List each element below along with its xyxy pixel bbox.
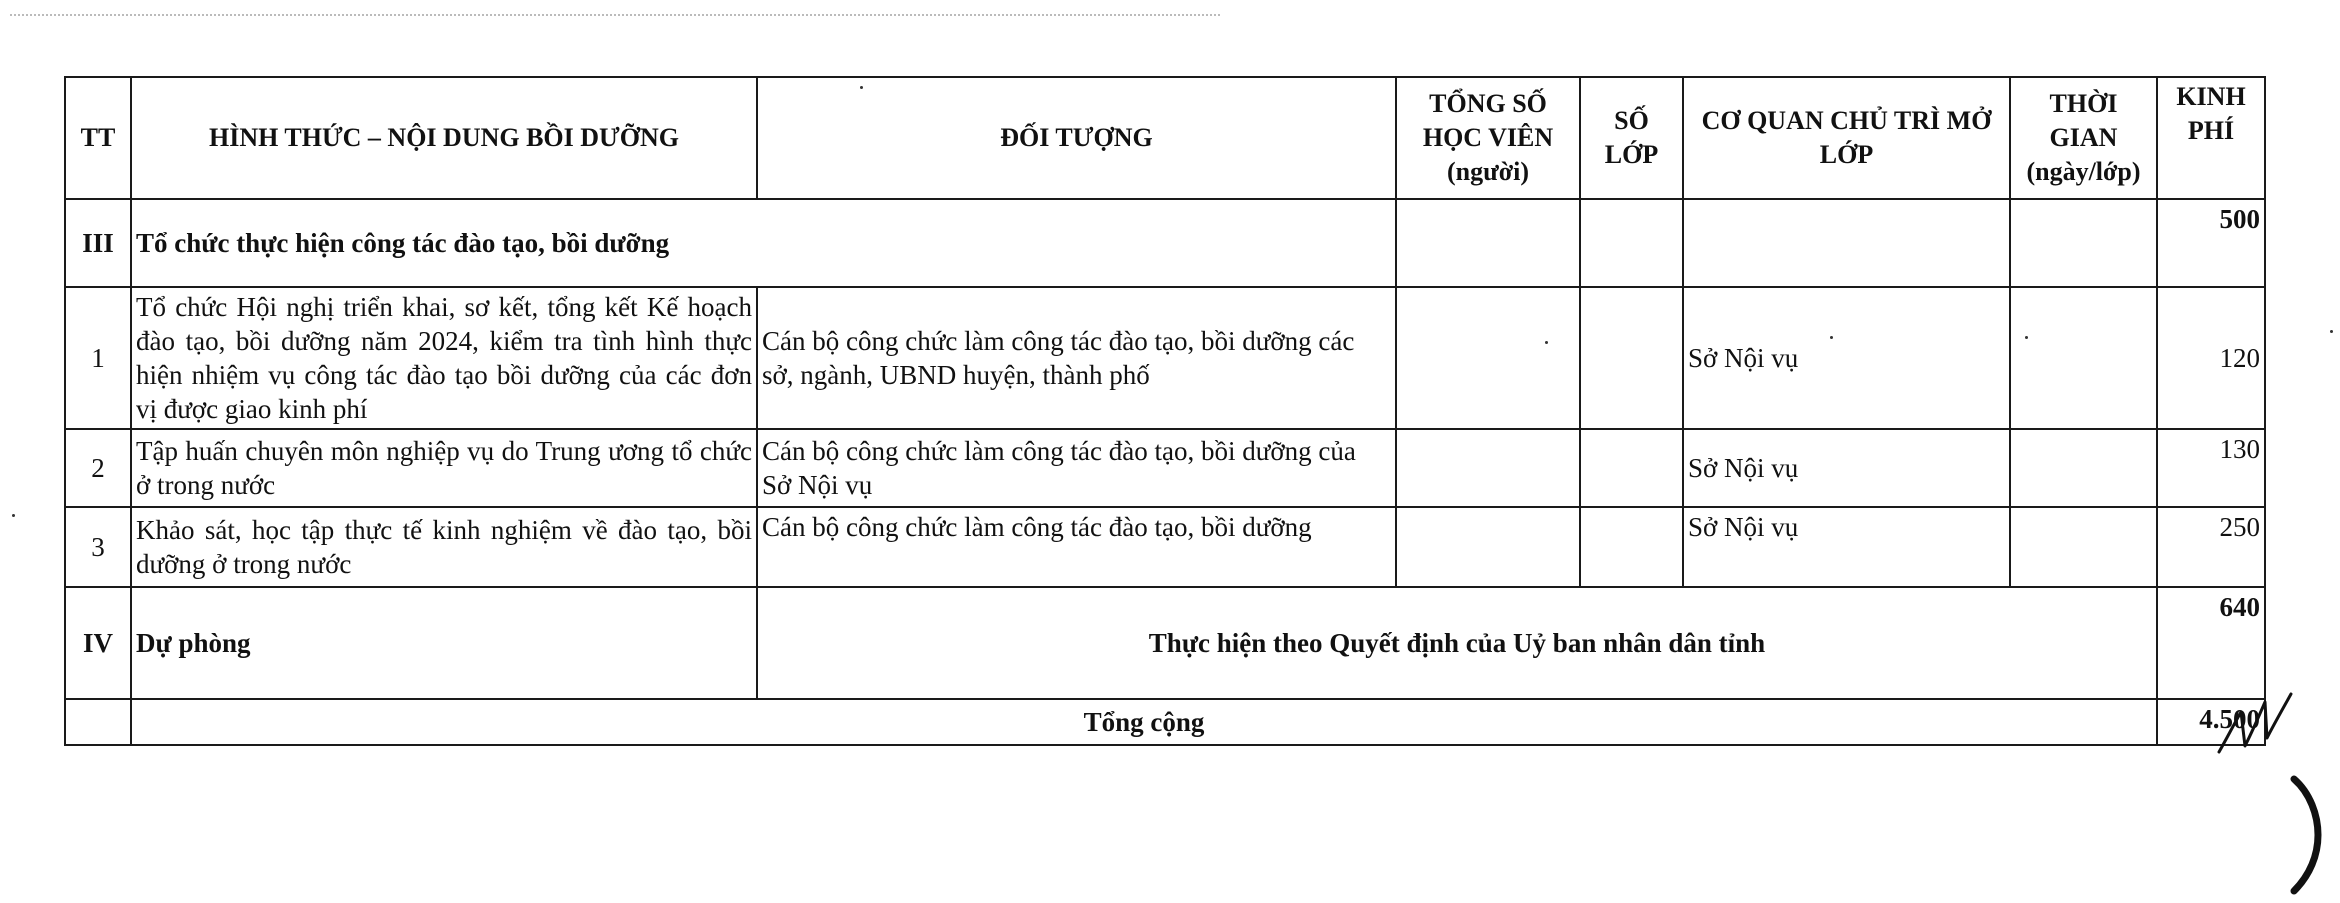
row-content: Tập huấn chuyên môn nghiệp vụ do Trung ương tổ chức ở trong nước (131, 429, 757, 507)
total-row (65, 699, 2265, 745)
header-budget: KINH PHÍ (2157, 77, 2265, 199)
signature-initials (2215, 690, 2295, 760)
row-budget: 250 (2157, 507, 2265, 587)
row-budget: 130 (2157, 429, 2265, 507)
section-budget: 500 (2157, 199, 2265, 287)
table-row (65, 429, 2265, 507)
row-target: Cán bộ công chức làm công tác đào tạo, bồi dưỡng các sở, ngành, UBND huyện, thành phố (757, 287, 1396, 429)
row-content: Khảo sát, học tập thực tế kinh nghiệm về đào tạo, bồi dưỡng ở trong nước (131, 507, 757, 587)
row-organizer: Sở Nội vụ (1683, 429, 2010, 507)
header-tt: TT (65, 77, 131, 199)
row-number: 2 (65, 429, 131, 507)
empty-cell (1580, 287, 1683, 429)
empty-cell (1580, 429, 1683, 507)
header-total-students-label: TỔNG SỐ HỌC VIÊN (1422, 89, 1554, 152)
section-row (65, 199, 2265, 287)
empty-cell (2010, 429, 2157, 507)
empty-cell (1683, 199, 2010, 287)
row-target: Cán bộ công chức làm công tác đào tạo, bồi dưỡng của Sở Nội vụ (757, 429, 1396, 507)
row-content: Tổ chức Hội nghị triển khai, sơ kết, tổng kết Kế hoạch đào tạo, bồi dưỡng năm 2024, kiểm tra tình hình thực hiện nhiệm vụ công tác đào tạo bồi dưỡng của các đơn vị được giao kinh phí (131, 287, 757, 429)
reserve-note: Thực hiện theo Quyết định của Uỷ ban nhân dân tỉnh (757, 587, 2157, 699)
total-label: Tổng cộng (131, 699, 2157, 745)
binding-mark (2288, 775, 2328, 895)
section-row (65, 587, 2265, 699)
section-title: Dự phòng (131, 587, 757, 699)
scan-speck (2330, 330, 2333, 333)
row-organizer: Sở Nội vụ (1683, 287, 2010, 429)
header-target: ĐỐI TƯỢNG (757, 77, 1396, 199)
section-budget: 640 (2157, 587, 2265, 699)
row-budget: 120 (2157, 287, 2265, 429)
row-organizer: Sở Nội vụ (1683, 507, 2010, 587)
empty-cell (1396, 429, 1580, 507)
scan-speck (12, 514, 15, 517)
section-number: III (65, 199, 131, 287)
header-duration (2010, 77, 2157, 199)
empty-cell (2010, 507, 2157, 587)
header-duration-label: THỜI GIAN (2049, 89, 2118, 152)
empty-cell (2010, 199, 2157, 287)
empty-cell (1396, 199, 1580, 287)
empty-cell (1396, 507, 1580, 587)
empty-cell (1580, 507, 1683, 587)
header-total-students (1396, 77, 1580, 199)
header-form-content: HÌNH THỨC – NỘI DUNG BỒI DƯỠNG (131, 77, 757, 199)
header-duration-unit: (ngày/lớp) (2026, 157, 2141, 186)
empty-cell (65, 699, 131, 745)
header-total-students-unit: (người) (1447, 157, 1529, 186)
empty-cell (1396, 287, 1580, 429)
header-row (65, 77, 2265, 199)
section-number: IV (65, 587, 131, 699)
row-number: 3 (65, 507, 131, 587)
empty-cell (1580, 199, 1683, 287)
table-row (65, 507, 2265, 587)
header-organizer: CƠ QUAN CHỦ TRÌ MỞ LỚP (1683, 77, 2010, 199)
row-number: 1 (65, 287, 131, 429)
training-plan-table (64, 76, 2266, 746)
total-budget: 4.500 (2157, 699, 2265, 745)
scan-noise-line (10, 14, 1220, 18)
header-class-count: SỐ LỚP (1580, 77, 1683, 199)
table-row (65, 287, 2265, 429)
empty-cell (2010, 287, 2157, 429)
section-title: Tổ chức thực hiện công tác đào tạo, bồi dưỡng (131, 199, 1396, 287)
row-target: Cán bộ công chức làm công tác đào tạo, bồi dưỡng (757, 507, 1396, 587)
